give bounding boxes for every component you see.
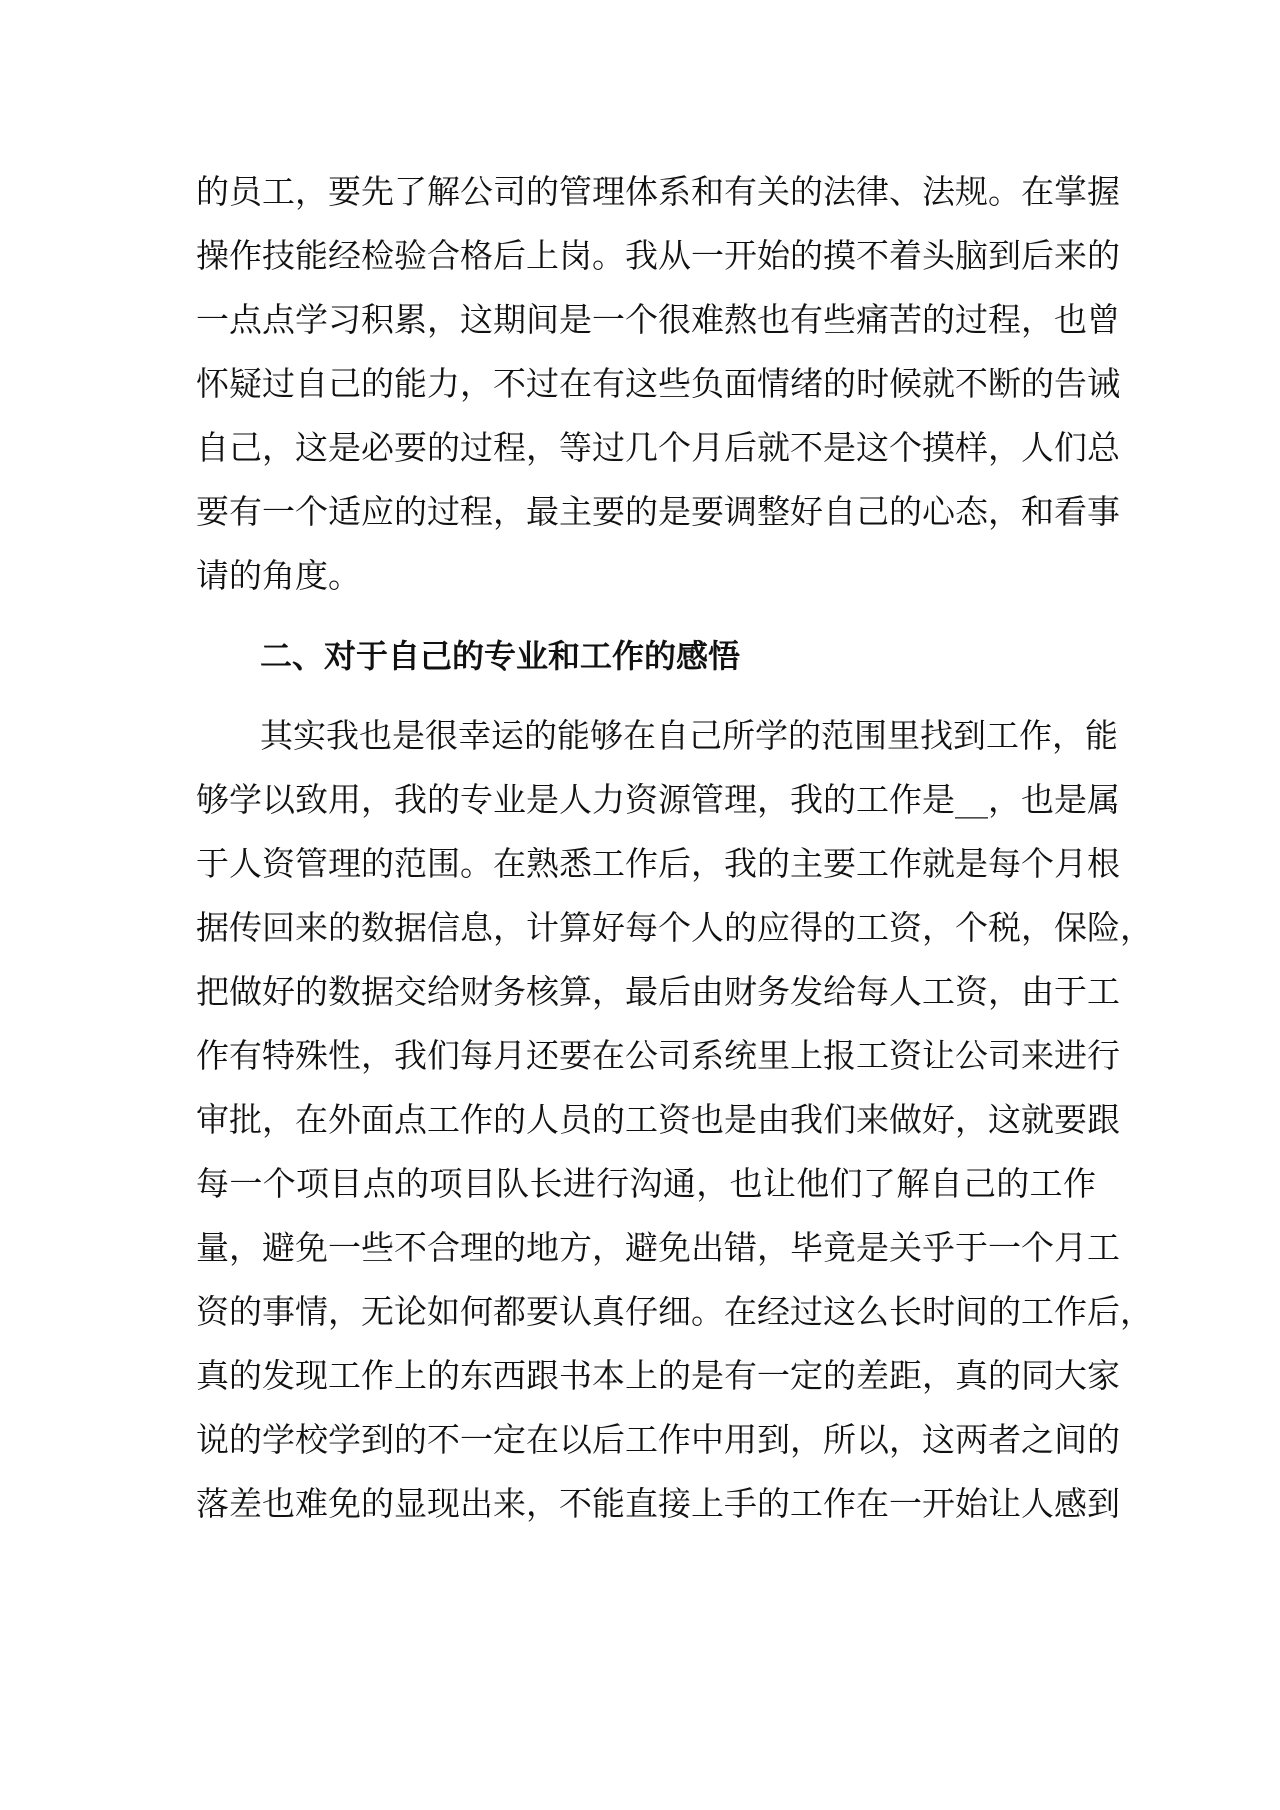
text-line: 的员工，要先了解公司的管理体系和有关的法律、法规。在掌握 (196, 172, 1120, 211)
text-line: 审批，在外面点工作的人员的工资也是由我们来做好，这就要跟 (196, 1100, 1120, 1139)
text-line: 于人资管理的范围。在熟悉工作后，我的主要工作就是每个月根 (196, 844, 1120, 883)
document-body (196, 160, 1153, 1536)
text-line: 自己，这是必要的过程，等过几个月后就不是这个摸样，人们总 (196, 428, 1120, 467)
text-line: 怀疑过自己的能力，不过在有这些负面情绪的时候就不断的告诫 (196, 364, 1120, 403)
text-line: 请的角度。 (196, 556, 361, 595)
text-line: 其实我也是很幸运的能够在自己所学的范围里找到工作，能 (260, 716, 1118, 755)
section-heading: 二、对于自己的专业和工作的感悟 (260, 637, 741, 675)
text-line: 把做好的数据交给财务核算，最后由财务发给每人工资，由于工 (196, 972, 1120, 1011)
text-line: 据传回来的数据信息，计算好每个人的应得的工资，个税，保险， (196, 908, 1153, 947)
text-line: 资的事情，无论如何都要认真仔细。在经过这么长时间的工作后， (196, 1292, 1153, 1331)
paragraph-gap (196, 688, 1096, 704)
paragraph-section-two (196, 704, 1153, 1536)
text-line: 每一个项目点的项目队长进行沟通，也让他们了解自己的工作 (196, 1164, 1096, 1203)
text-line: 一点点学习积累，这期间是一个很难熬也有些痛苦的过程，也曾 (196, 300, 1120, 339)
text-line: 量，避免一些不合理的地方，避免出错，毕竟是关乎于一个月工 (196, 1228, 1120, 1267)
paragraph-gap (196, 608, 1096, 624)
paragraph-continuation (196, 160, 1120, 608)
text-line: 真的发现工作上的东西跟书本上的是有一定的差距，真的同大家 (196, 1356, 1120, 1395)
text-line: 够学以致用，我的专业是人力资源管理，我的工作是__，也是属 (196, 780, 1120, 819)
text-line: 落差也难免的显现出来，不能直接上手的工作在一开始让人感到 (196, 1484, 1120, 1523)
text-line: 操作技能经检验合格后上岗。我从一开始的摸不着头脑到后来的 (196, 236, 1120, 275)
text-line: 作有特殊性，我们每月还要在公司系统里上报工资让公司来进行 (196, 1036, 1120, 1075)
text-line: 说的学校学到的不一定在以后工作中用到，所以，这两者之间的 (196, 1420, 1120, 1459)
text-line: 要有一个适应的过程，最主要的是要调整好自己的心态，和看事 (196, 492, 1120, 531)
